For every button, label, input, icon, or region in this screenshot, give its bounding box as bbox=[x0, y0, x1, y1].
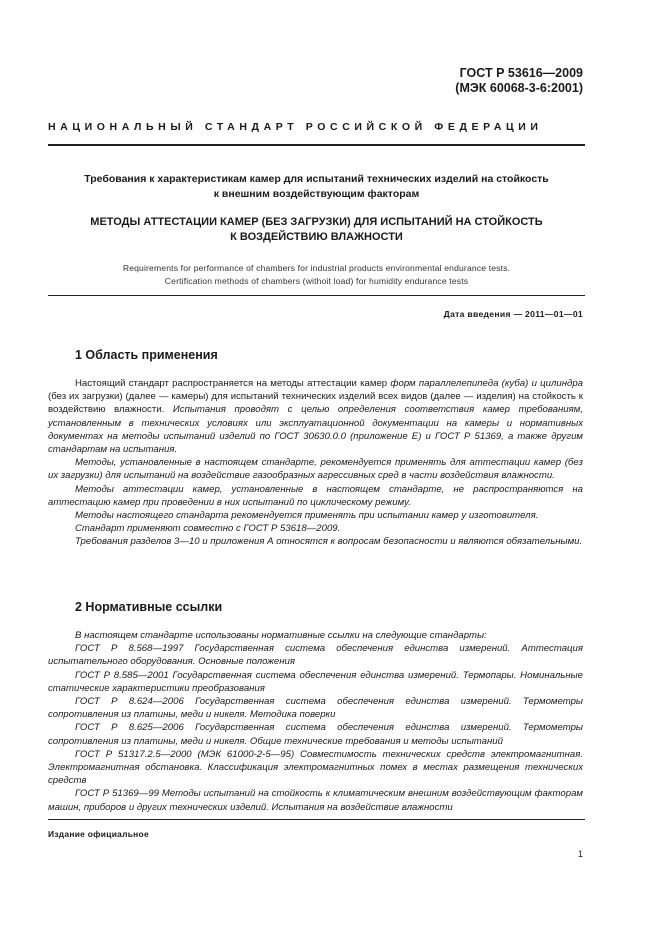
text-span: ГОСТ Р 51369—99 Методы испытаний на стойкость к климатическим внешним воздействующим факторам машин, приборов и других технических изделий. Испытания на воздействие влажности bbox=[48, 788, 583, 813]
reference-item bbox=[48, 721, 583, 747]
standard-number: ГОСТ Р 53616—2009 bbox=[459, 66, 583, 80]
section-2-body bbox=[48, 629, 583, 814]
paragraph bbox=[48, 535, 583, 548]
paragraph bbox=[48, 509, 583, 522]
text-span: ГОСТ Р 51317.2.5—2000 (МЭК 61000-2-5—95) Совместимость технических средств электромагнитная. Электромагнитная обстановка. Классификация электромагнитных помех в местах размещения технических средств bbox=[48, 748, 583, 787]
english-title bbox=[48, 262, 585, 288]
specific-title-line: К ВОЗДЕЙСТВИЮ ВЛАЖНОСТИ bbox=[230, 231, 403, 243]
paragraph bbox=[48, 483, 583, 509]
reference-item bbox=[48, 695, 583, 721]
section-1-heading: 1 Область применения bbox=[75, 348, 218, 362]
national-standard-banner: НАЦИОНАЛЬНЫЙ СТАНДАРТ РОССИЙСКОЙ ФЕДЕРАЦИИ bbox=[48, 121, 543, 133]
introduction-date: Дата введения — 2011—01—01 bbox=[443, 309, 583, 319]
paragraph bbox=[48, 629, 583, 642]
paragraph bbox=[48, 377, 583, 456]
section-1-body bbox=[48, 377, 583, 549]
text-span: ГОСТ Р 8.624—2006 Государственная система обеспечения единства измерений. Термометры сопротивления из платины, меди и никеля. Методика поверки bbox=[48, 696, 583, 721]
specific-title-line: МЕТОДЫ АТТЕСТАЦИИ КАМЕР (БЕЗ ЗАГРУЗКИ) ДЛЯ ИСПЫТАНИЙ НА СТОЙКОСТЬ bbox=[90, 216, 543, 228]
reference-item bbox=[48, 642, 583, 668]
text-span: Методы, установленные в настоящем стандарте, рекомендуется применять для аттестации камер (без их загрузки) для испытаний на воздействие газообразных агрессивных сред в части воздействия влажности. bbox=[48, 457, 583, 482]
paragraph bbox=[48, 456, 583, 482]
text-span: (без их загрузки) (далее — камеры) для испытаний технических изделий всех видов (далее — изделия) на стойкость к воздействию влажности. bbox=[48, 391, 583, 416]
header-rule bbox=[48, 144, 585, 146]
section-2-heading: 2 Нормативные ссылки bbox=[75, 600, 223, 614]
text-span: Методы настоящего стандарта рекомендуется применять при испытании камер у изготовителя. bbox=[75, 510, 539, 522]
reference-item bbox=[48, 787, 583, 813]
english-title-line: Requirements for performance of chambers for industrial products environmental endurance tests. bbox=[122, 263, 511, 273]
english-title-line: Certification methods of chambers (withoit load) for humidity endurance tests bbox=[164, 276, 469, 286]
reference-item bbox=[48, 748, 583, 788]
text-span: Стандарт применяют совместно с ГОСТ Р 53618—2009. bbox=[75, 523, 341, 535]
paragraph bbox=[48, 522, 583, 535]
text-span: Методы аттестации камер, установленные в настоящем стандарте, не распространяются на аттестацию камер при проведении в них испытаний по циклическому режиму. bbox=[48, 483, 583, 508]
text-span: форм параллелепипеда (куба) и цилиндра bbox=[390, 378, 584, 389]
text-span: Настоящий стандарт распространяется на методы аттестации камер bbox=[75, 378, 391, 389]
specific-title bbox=[48, 215, 585, 245]
general-title-line: Требования к характеристикам камер для испытаний технических изделий на стойкость bbox=[84, 173, 549, 185]
text-span: ГОСТ Р 8.585—2001 Государственная система обеспечения единства измерений. Термопары. Номинальные статические характеристики преобразования bbox=[48, 669, 583, 694]
text-span: ГОСТ Р 8.568—1997 Государственная система обеспечения единства измерений. Аттестация испытательного оборудования. Основные положения bbox=[48, 643, 583, 668]
general-title bbox=[48, 172, 585, 202]
standard-designation bbox=[455, 66, 583, 96]
footer-rule bbox=[48, 819, 585, 820]
text-span: Испытания проводят с целью определения соответствия камер требованиям, установленным в технических условиях или эксплуатационной документации на камеры и нормативных документах на методы испытаний изделий по ГОСТ 30630.0.0 (приложение Е) и ГОСТ Р 51369, а также другим стандартам на испытания. bbox=[48, 404, 583, 456]
text-span: ГОСТ Р 8.625—2006 Государственная система обеспечения единства измерений. Термометры сопротивления из платины, меди и никеля. Общие технические требования и методы испытаний bbox=[48, 722, 583, 747]
text-span: Требования разделов 3—10 и приложения А относятся к вопросам безопасности и являются обязательными. bbox=[75, 536, 583, 548]
general-title-line: к внешним воздействующим факторам bbox=[213, 188, 420, 200]
reference-item bbox=[48, 669, 583, 695]
iec-number: (МЭК 60068-3-6:2001) bbox=[455, 81, 583, 95]
text-span: В настоящем стандарте использованы нормативные ссылки на следующие стандарты: bbox=[75, 630, 487, 641]
official-edition-label: Издание официальное bbox=[48, 829, 149, 839]
title-rule bbox=[48, 295, 585, 296]
page-number: 1 bbox=[577, 849, 583, 859]
